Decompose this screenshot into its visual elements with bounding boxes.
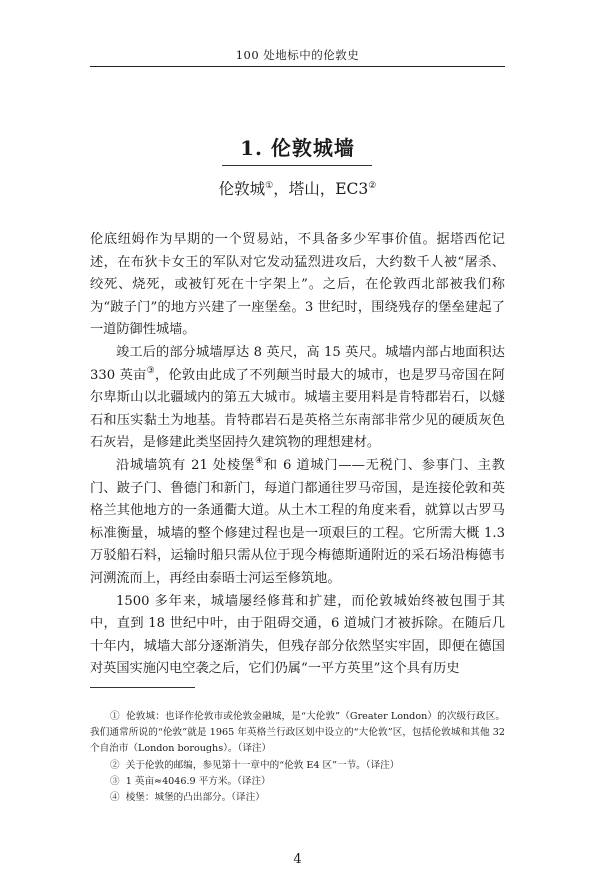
paragraph-3-part-a: 沿城墙筑有 21 处棱堡 — [116, 457, 255, 473]
chapter-title: 1. 伦敦城墙 — [240, 136, 355, 160]
paragraph-4: 1500 多年来，城墙屡经修葺和扩建，而伦敦城始终被包围于其中，直到 18 世纪中叶，由于阻碍交通，6 道城门才被拆除。在随后几十年内，城墙大部分逐渐消失，但残存部分依然坚实牢固，即便在德国对英国实施闪电空袭之后，它们仍属“一平方英里”这个具有历史 — [90, 593, 505, 677]
page-number: 4 — [293, 852, 302, 867]
footnote-marker: ④ — [110, 792, 120, 804]
header-rule — [90, 66, 505, 67]
footnote-rule — [90, 687, 195, 688]
footnote-text: 棱堡：城堡的凸出部分。（译注） — [125, 792, 265, 804]
footnote-ref-1[interactable]: ① — [265, 181, 274, 191]
footnote-ref-3[interactable]: ③ — [146, 365, 155, 376]
subtitle-location: 伦敦城 — [218, 180, 266, 198]
paragraph-2-part-a: 竣工后的部分城墙厚达 8 英尺，高 15 英尺。城墙内部占地面积达 330 英亩 — [90, 344, 505, 383]
footnote-ref-4[interactable]: ④ — [255, 455, 264, 466]
footnote-ref-2[interactable]: ② — [368, 181, 377, 191]
paragraph-3-part-b: 和 6 道城门——无税门、参事门、主教门、跛子门、鲁德门和新门，每道门都通往罗马帝国，是连接伦敦和英格兰其他地方的一条通衢大道。从土木工程的角度来看，就算以古罗马标准衡量，城墙的整个修建过程也是一项艰巨的工程。它所需大概 1.3 万驳船石料，运输时船只需从位于现今梅德斯通附近的采石场沿梅德韦河溯流而上，再经由泰晤士河运至修筑地。 — [90, 457, 505, 586]
paragraph-1: 伦底纽姆作为早期的一个贸易站，不具备多少军事价值。据塔西佗记述，在布狄卡女王的军队对它发动猛烈进攻后，大约数千人被“屠杀、绞死、烧死，或被钉死在十字架上”。之后，在伦敦西北部被我们称为“跛子门”的地方兴建了一座堡垒。3 世纪时，围绕残存的堡垒建起了一道防御性城墙。 — [90, 232, 505, 338]
footnote-marker: ② — [110, 759, 120, 771]
footnote-2 — [90, 758, 505, 774]
footnote-text: 伦敦城：也译作伦敦市或伦敦金融城，是“大伦敦”（Greater London）的次级行政区。我们通常所说的“伦敦”就是 1965 年英格兰行政区划中设立的“大伦敦”区，包括伦敦城和其他 32 个自治市（London boroughs）。（译注） — [90, 711, 506, 755]
subtitle-rest: ，塔山，EC3 — [273, 180, 369, 198]
footnotes — [90, 709, 505, 806]
footnote-3 — [90, 774, 505, 790]
body-text — [90, 229, 505, 681]
chapter-subtitle — [90, 177, 505, 199]
footnote-text: 关于伦敦的邮编，参见第十一章中的“伦敦 E4 区”一节。（译注） — [125, 759, 400, 771]
footnote-4 — [90, 790, 505, 806]
paragraph-3 — [90, 455, 505, 591]
footnote-text: 1 英亩≈4046.9 平方米。（译注） — [125, 775, 271, 787]
paragraph-2-part-b: ，伦敦由此成了不列颠当时最大的城市，也是罗马帝国在阿尔卑斯山以北疆域内的第五大城市。城墙主要用料是肯特郡岩石，以燧石和压实黏土为地基。肯特郡岩石是英格兰东南部非常少见的硬质灰色石灰岩，是修建此类坚固持久建筑物的理想建材。 — [90, 367, 505, 451]
footnote-marker: ① — [110, 711, 120, 722]
footnote-marker: ③ — [110, 775, 120, 787]
title-rule — [222, 165, 372, 166]
running-header: 100 处地标中的伦敦史 — [235, 48, 360, 62]
footnote-1 — [90, 709, 505, 758]
paragraph-2 — [90, 342, 505, 455]
